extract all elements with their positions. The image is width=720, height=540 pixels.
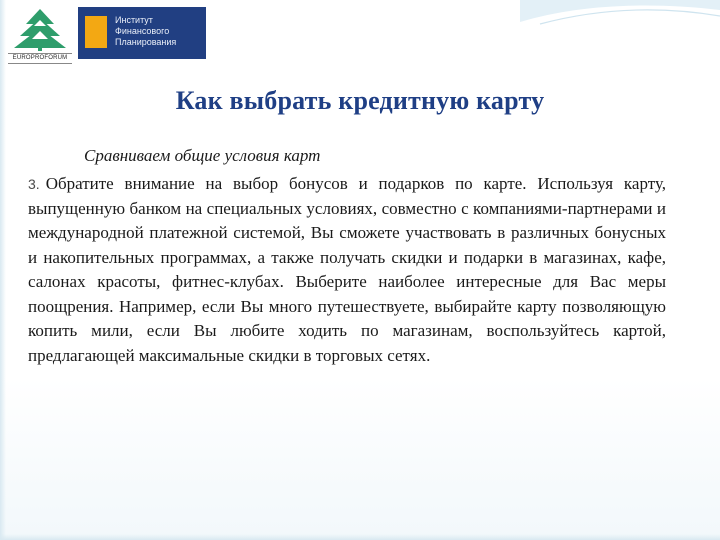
bottom-edge-decoration: [0, 534, 720, 540]
logo-tagline: EUROPROFORUM: [8, 53, 72, 64]
institute-logo-mark: [85, 16, 107, 48]
institute-name-line-3: Планирования: [115, 37, 177, 47]
institute-name-line-1: Институт: [115, 15, 153, 25]
list-item-number: 3.: [28, 176, 40, 192]
tree-logo-icon: [8, 6, 72, 52]
institute-name-line-2: Финансового: [115, 26, 170, 36]
europroforum-logo: [8, 6, 72, 62]
slide-title: Как выбрать кредитную карту: [175, 86, 545, 115]
corner-swoosh-decoration: [520, 0, 720, 40]
left-edge-decoration: [0, 0, 6, 540]
institute-logo: [78, 7, 206, 59]
list-item-3: [28, 172, 666, 368]
list-item-text: Обратите внимание на выбор бонусов и подарков по карте. Используя карту, выпущенную банком на специальных условиях, совместно с компаниями-партнерами и международной платежной системой, Вы сможете участвовать в различных бонусных и накопительных программах, а также получать скидки и подарки в магазинах, кафе, салонах красоты, фитнес-клубах. Выберите наиболее интересные для Вас меры поощрения. Например, если Вы много путешествуете, выбирайте карту позволяющую копить мили, если Вы любите ходить по магазинам, воспользуйтесь картой, предлагающей максимальные скидки в торговых сетях.: [28, 174, 666, 365]
institute-name: [115, 15, 203, 48]
slide-subtitle: Сравниваем общие условия карт: [84, 146, 321, 165]
